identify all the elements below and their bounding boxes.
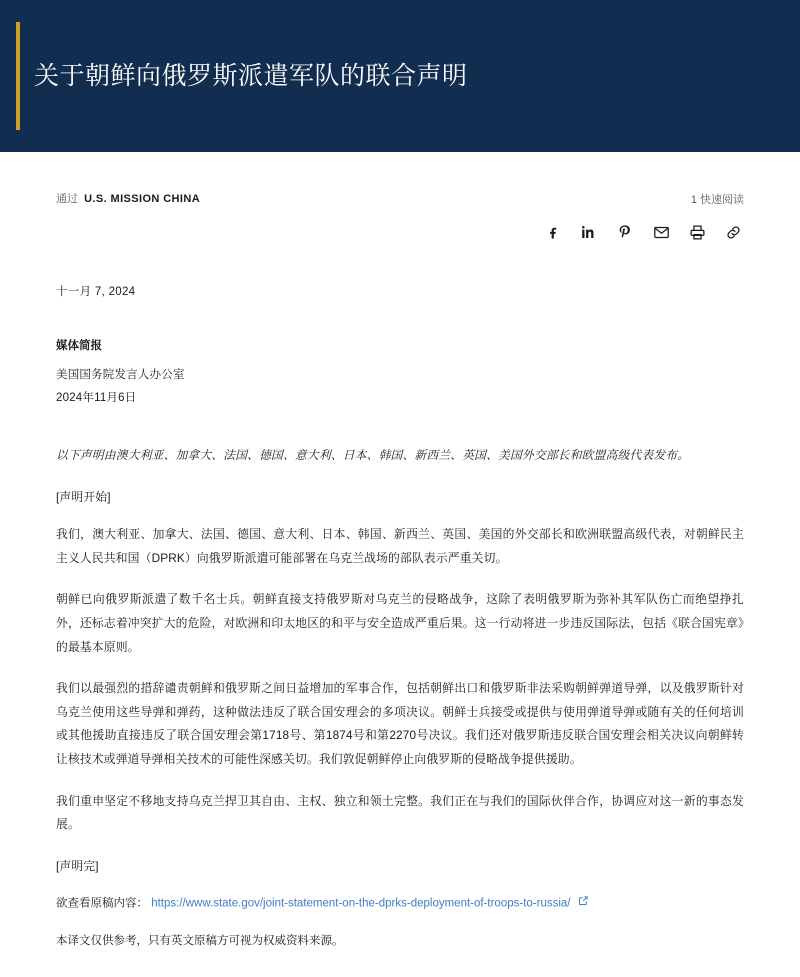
statement-start-marker: [声明开始] xyxy=(56,489,111,504)
publish-date: 十一月 7, 2024 xyxy=(56,286,136,298)
meta-kicker: 媒体简报 xyxy=(56,340,102,352)
source-link[interactable]: https://www.state.gov/joint-statement-on-the-dprks-deployment-of-troops-to-russia/ xyxy=(151,897,571,910)
page-hero xyxy=(0,0,800,152)
link-icon[interactable] xyxy=(724,223,742,241)
byline-row xyxy=(56,152,744,207)
byline-prefix: 通过 xyxy=(56,193,78,205)
source-line xyxy=(56,892,744,916)
hero-accent-bar xyxy=(16,22,20,130)
source-prefix: 欲查看原稿内容： xyxy=(56,897,148,910)
article-lede: 以下声明由澳大利亚、加拿大、法国、德国、意大利、日本、韩国、新西兰、英国、美国外交部长和欧盟高级代表发布。 xyxy=(56,448,690,462)
external-link-icon xyxy=(578,892,589,915)
byline xyxy=(56,190,200,206)
article-paragraph-4: 我们重申坚定不移地支持乌克兰捍卫其自由、主权、独立和领土完整。我们正在与我们的国际伙伴合作，协调应对这一新的事态发展。 xyxy=(56,793,744,832)
article-paragraph-2: 朝鲜已向俄罗斯派遣了数千名士兵。朝鲜直接支持俄罗斯对乌克兰的侵略战争，这除了表明俄罗斯为弥补其军队伤亡而绝望挣扎外，还标志着冲突扩大的危险，对欧洲和印太地区的和平与安全造成严重后果。这一行动将进一步违反国际法，包括《联合国宪章》的最基本原则。 xyxy=(56,592,744,654)
share-row xyxy=(56,223,744,241)
article-content xyxy=(0,152,800,977)
statement-end-marker: [声明完] xyxy=(56,858,99,873)
meta-office: 美国国务院发言人办公室 xyxy=(56,369,185,381)
article-paragraph-1: 我们，澳大利亚、加拿大、法国、德国、意大利、日本、韩国、新西兰、英国、美国的外交部长和欧洲联盟高级代表，对朝鲜民主主义人民共和国（DPRK）向俄罗斯派遣可能部署在乌克兰战场的部队表示严重关切。 xyxy=(56,527,744,565)
page-title: 关于朝鲜向俄罗斯派遣军队的联合声明 xyxy=(34,61,468,90)
linkedin-icon[interactable] xyxy=(580,223,598,241)
print-icon[interactable] xyxy=(688,223,706,241)
article-body xyxy=(56,444,744,878)
pinterest-icon[interactable] xyxy=(616,223,634,241)
article-paragraph-3: 我们以最强烈的措辞谴责朝鲜和俄罗斯之间日益增加的军事合作，包括朝鲜出口和俄罗斯非法采购朝鲜弹道导弹，以及俄罗斯针对乌克兰使用这些导弹和弹药，这种做法违反了联合国安理会的多项决议。朝鲜士兵接受或提供与使用弹道导弹或随有关的任何培训或其他援助直接违反了联合国安理会第1718号、第1874号和第2270号决议。我们还对俄罗斯违反联合国安理会相关决议向朝鲜转让核技术或弹道导弹相关技术的可能性深感关切。我们敦促朝鲜停止向俄罗斯的侵略战争提供援助。 xyxy=(56,681,744,766)
read-time: 1 快速阅读 xyxy=(690,194,744,206)
translation-disclaimer: 本译文仅供参考，只有英文原稿方可视为权威资料来源。 xyxy=(56,934,344,947)
meta-date: 2024年11月6日 xyxy=(56,392,137,404)
meta-block xyxy=(56,335,744,410)
email-icon[interactable] xyxy=(652,223,670,241)
facebook-icon[interactable] xyxy=(544,223,562,241)
byline-source[interactable]: U.S. MISSION CHINA xyxy=(84,193,201,205)
